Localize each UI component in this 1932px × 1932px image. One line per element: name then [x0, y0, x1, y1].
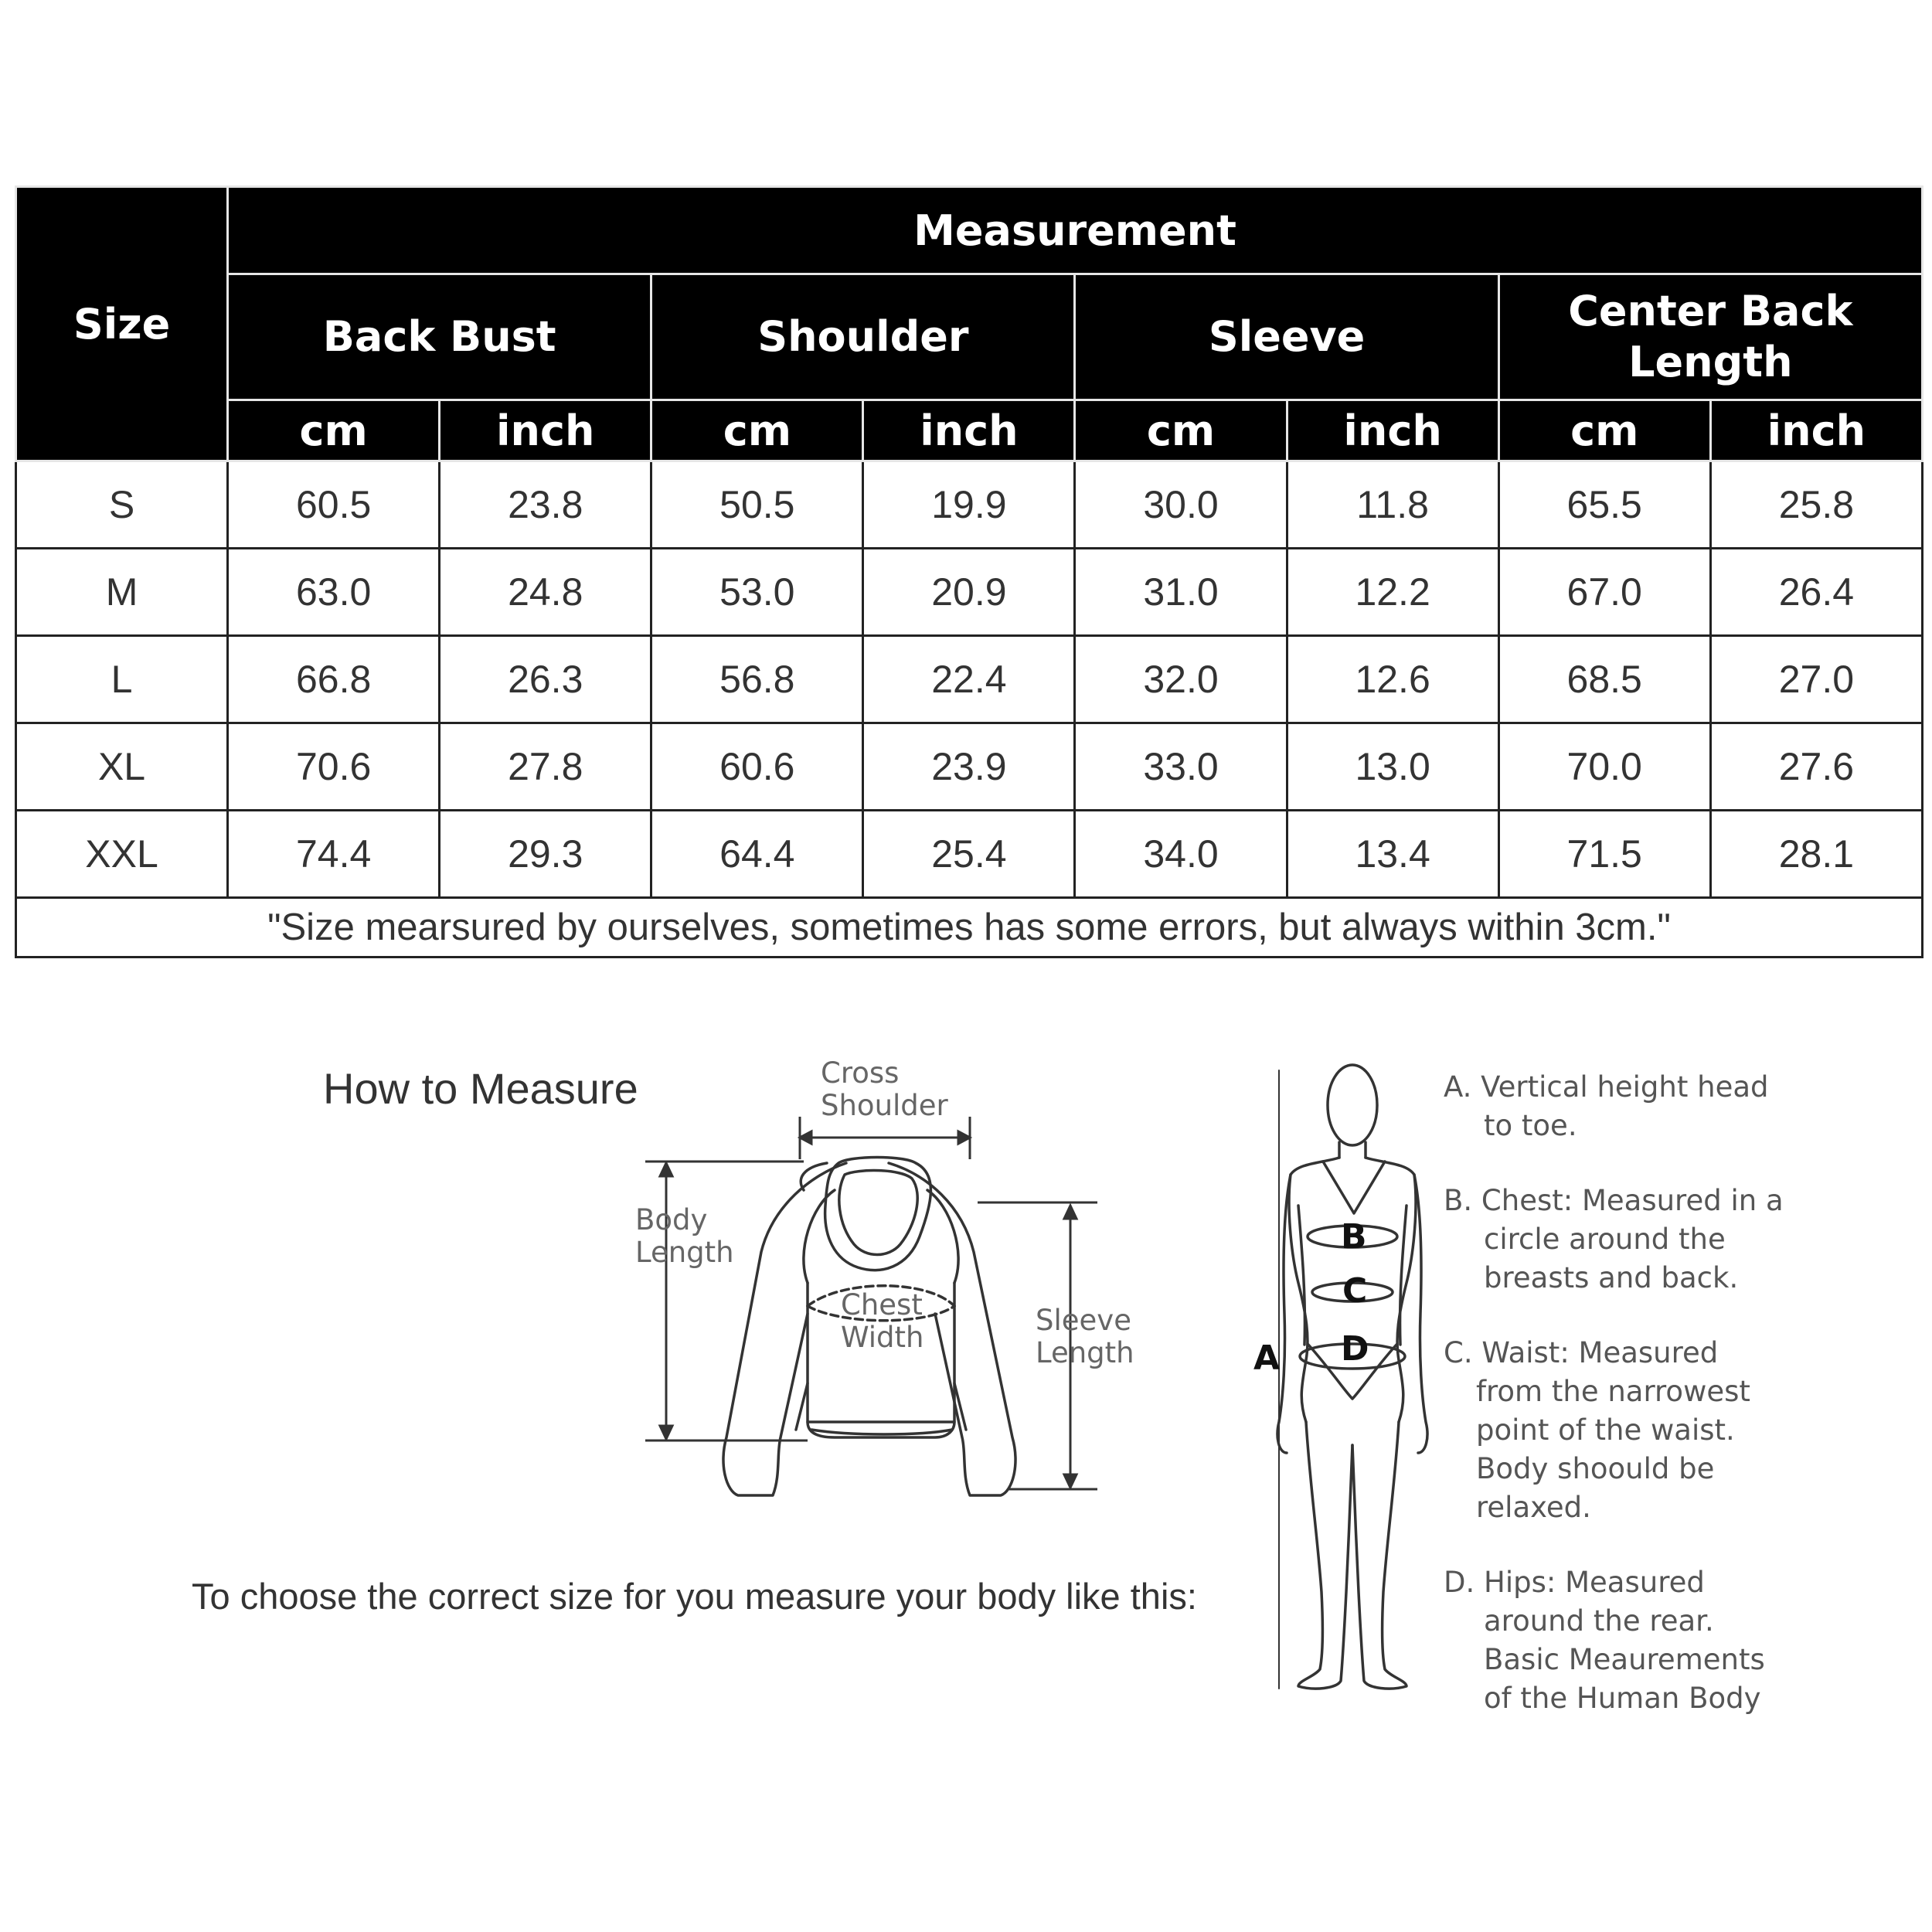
- table-note: "Size mearsured by ourselves, sometimes has some errors, but always within 3cm.": [16, 898, 1923, 957]
- value-cell: 64.4: [651, 811, 863, 898]
- sleeve-length-label: Length: [1036, 1336, 1134, 1369]
- value-cell: 29.3: [440, 811, 651, 898]
- size-cell: XXL: [16, 811, 228, 898]
- value-cell: 31.0: [1075, 549, 1287, 636]
- group-header-sleeve: Sleeve: [1075, 274, 1498, 400]
- size-cell: S: [16, 461, 228, 549]
- value-cell: 65.5: [1498, 461, 1710, 549]
- definition-line: D. Hips: Measured: [1444, 1566, 1705, 1599]
- unit-header: inch: [440, 400, 651, 461]
- value-cell: 66.8: [228, 636, 440, 723]
- value-cell: 27.6: [1710, 723, 1922, 811]
- chest-width-label: Chest: [841, 1288, 923, 1321]
- unit-header: cm: [228, 400, 440, 461]
- value-cell: 32.0: [1075, 636, 1287, 723]
- value-cell: 70.6: [228, 723, 440, 811]
- value-cell: 11.8: [1287, 461, 1498, 549]
- definition-line: B. Chest: Measured in a: [1444, 1184, 1784, 1217]
- measurement-definitions: [1444, 1068, 1845, 1754]
- value-cell: 27.8: [440, 723, 651, 811]
- sleeve-length-label: Sleeve: [1036, 1304, 1131, 1337]
- measurement-header: Measurement: [228, 187, 1923, 274]
- definition-line: Body shoould be: [1476, 1452, 1715, 1485]
- value-cell: 74.4: [228, 811, 440, 898]
- definition-line: around the rear.: [1484, 1604, 1714, 1638]
- unit-header: cm: [1498, 400, 1710, 461]
- group-header-back-bust: Back Bust: [228, 274, 651, 400]
- body-letter-a: A: [1253, 1338, 1281, 1378]
- definition-line: relaxed.: [1476, 1491, 1591, 1524]
- value-cell: 34.0: [1075, 811, 1287, 898]
- value-cell: 67.0: [1498, 549, 1710, 636]
- value-cell: 56.8: [651, 636, 863, 723]
- definition-line: of the Human Body: [1484, 1682, 1761, 1715]
- body-length-label: Length: [635, 1236, 734, 1269]
- value-cell: 25.8: [1710, 461, 1922, 549]
- body-length-label: Body: [635, 1203, 708, 1236]
- value-cell: 12.6: [1287, 636, 1498, 723]
- value-cell: 68.5: [1498, 636, 1710, 723]
- value-cell: 26.3: [440, 636, 651, 723]
- unit-header: inch: [1287, 400, 1498, 461]
- size-cell: L: [16, 636, 228, 723]
- how-to-measure-title: How to Measure: [323, 1064, 638, 1113]
- value-cell: 13.0: [1287, 723, 1498, 811]
- value-cell: 13.4: [1287, 811, 1498, 898]
- value-cell: 26.4: [1710, 549, 1922, 636]
- value-cell: 24.8: [440, 549, 651, 636]
- value-cell: 20.9: [863, 549, 1075, 636]
- size-cell: XL: [16, 723, 228, 811]
- value-cell: 19.9: [863, 461, 1075, 549]
- group-header-center-back-length: Center Back Length: [1498, 274, 1922, 400]
- instruction-text: To choose the correct size for you measure your body like this:: [192, 1576, 1197, 1617]
- definition-line: C. Waist: Measured: [1444, 1336, 1719, 1369]
- size-cell: M: [16, 549, 228, 636]
- value-cell: 22.4: [863, 636, 1075, 723]
- value-cell: 70.0: [1498, 723, 1710, 811]
- value-cell: 25.4: [863, 811, 1075, 898]
- definition-line: from the narrowest: [1476, 1375, 1750, 1408]
- size-header: Size: [16, 187, 228, 461]
- definition-line: breasts and back.: [1484, 1261, 1739, 1294]
- value-cell: 60.5: [228, 461, 440, 549]
- value-cell: 60.6: [651, 723, 863, 811]
- unit-header: inch: [863, 400, 1075, 461]
- value-cell: 27.0: [1710, 636, 1922, 723]
- value-cell: 50.5: [651, 461, 863, 549]
- value-cell: 12.2: [1287, 549, 1498, 636]
- chest-width-label: Width: [841, 1321, 924, 1354]
- cross-shoulder-label: Cross: [821, 1056, 900, 1090]
- value-cell: 63.0: [228, 549, 440, 636]
- definition-line: point of the waist.: [1476, 1413, 1735, 1447]
- group-header-shoulder: Shoulder: [651, 274, 1075, 400]
- definition-line: to toe.: [1484, 1109, 1577, 1142]
- unit-header: cm: [651, 400, 863, 461]
- body-letter-d: D: [1341, 1329, 1369, 1369]
- body-letter-b: B: [1341, 1217, 1367, 1257]
- value-cell: 33.0: [1075, 723, 1287, 811]
- definition-line: Basic Meaurements: [1484, 1643, 1765, 1676]
- value-cell: 71.5: [1498, 811, 1710, 898]
- unit-header: inch: [1710, 400, 1922, 461]
- value-cell: 23.9: [863, 723, 1075, 811]
- body-letter-c: C: [1342, 1271, 1368, 1311]
- definition-line: A. Vertical height head: [1444, 1070, 1769, 1104]
- value-cell: 28.1: [1710, 811, 1922, 898]
- definition-line: circle around the: [1484, 1223, 1726, 1256]
- unit-header: cm: [1075, 400, 1287, 461]
- value-cell: 23.8: [440, 461, 651, 549]
- value-cell: 53.0: [651, 549, 863, 636]
- value-cell: 30.0: [1075, 461, 1287, 549]
- cross-shoulder-label: Shoulder: [821, 1089, 948, 1122]
